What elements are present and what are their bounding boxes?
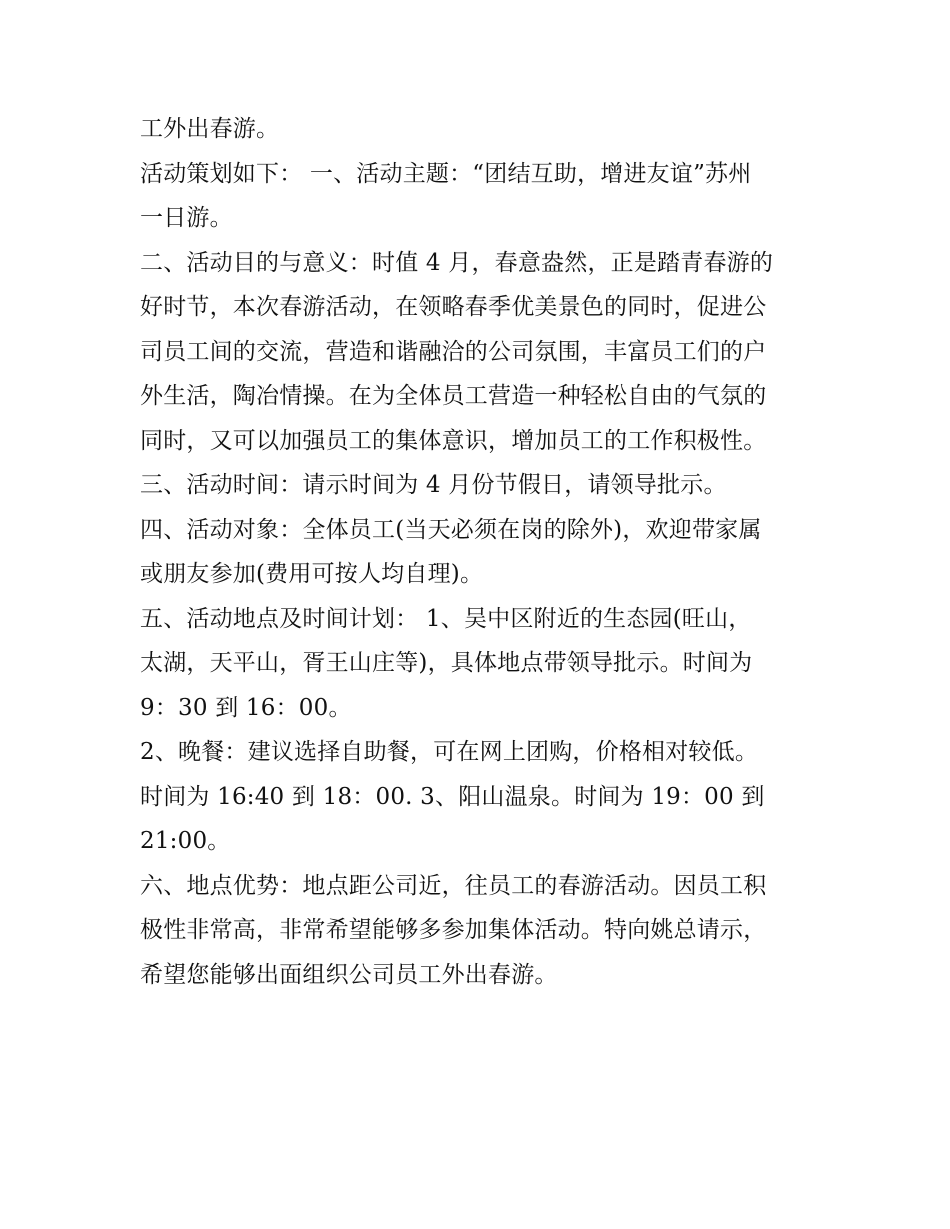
text-line: 希望您能够出面组织公司员工外出春游。 [140, 961, 558, 988]
text-line: 2、晚餐：建议选择自助餐，可在网上团购，价格相对较低。 [140, 739, 759, 765]
text-line: 活动策划如下： 一、活动主题：“团结互助，增进友谊”苏州 [140, 160, 752, 187]
text-line: 外生活，陶冶情操。在为全体员工营造一种轻松自由的气氛的 [140, 383, 767, 409]
text-line: 时间为 16:40 到 18：00. 3、阳山温泉。时间为 19：00 到 [140, 783, 765, 810]
text-line: 二、活动目的与意义：时值 4 月，春意盎然，正是踏青春游的 [140, 249, 774, 276]
text-line: 或朋友参加(费用可按人均自理)。 [140, 561, 484, 587]
text-line: 21:00。 [140, 828, 231, 854]
text-line: 司员工间的交流，营造和谐融洽的公司氛围，丰富员工们的户 [140, 338, 767, 365]
text-line: 一日游。 [140, 205, 233, 231]
text-line: 同时，又可以加强员工的集体意识，增加员工的工作积极性。 [140, 427, 767, 454]
text-line: 好时节，本次春游活动，在领略春季优美景色的同时，促进公 [140, 294, 767, 320]
document-body [140, 107, 820, 997]
text-line: 9：30 到 16：00。 [140, 694, 352, 721]
text-line: 三、活动时间：请示时间为 4 月份节假日，请领导批示。 [140, 472, 727, 498]
text-line: 太湖，天平山，胥王山庄等)，具体地点带领导批示。时间为 [140, 650, 753, 676]
text-line: 六、地点优势：地点距公司近，往员工的春游活动。因员工积 [140, 872, 767, 899]
text-line: 四、活动对象：全体员工(当天必须在岗的除外)，欢迎带家属 [140, 516, 762, 543]
text-line: 极性非常高，非常希望能够多参加集体活动。特向姚总请示， [140, 917, 767, 943]
text-line: 工外出春游。 [140, 116, 280, 142]
text-line: 五、活动地点及时间计划： 1、吴中区附近的生态园(旺山， [140, 605, 752, 632]
